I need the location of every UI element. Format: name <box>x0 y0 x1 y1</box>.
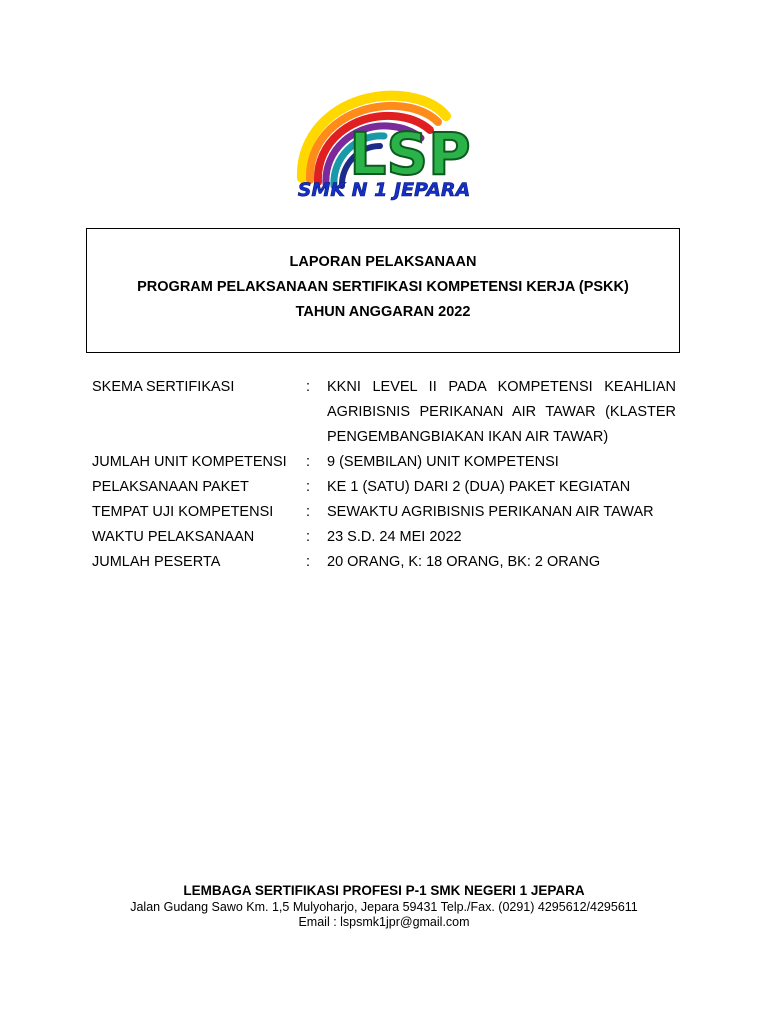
detail-value: SEWAKTU AGRIBISNIS PERIKANAN AIR TAWAR <box>327 504 654 520</box>
footer-address: Jalan Gudang Sawo Km. 1,5 Mulyoharjo, Jepara 59431 Telp./Fax. (0291) 4295612/4295611 <box>130 900 638 914</box>
report-title-line-3: TAHUN ANGGARAN 2022 <box>295 304 471 320</box>
detail-label: PELAKSANAAN PAKET <box>92 479 249 495</box>
detail-row-tempat-uji <box>92 500 676 525</box>
detail-value: KKNI LEVEL II PADA KOMPETENSI KEAHLIAN AGRIBISNIS PERIKANAN AIR TAWAR (KLASTER PENGEMBANGBIAKAN IKAN AIR TAWAR) <box>327 379 676 445</box>
footer-institution: LEMBAGA SERTIFIKASI PROFESI P-1 SMK NEGERI 1 JEPARA <box>183 883 585 898</box>
footer-email: Email : lspsmk1jpr@gmail.com <box>298 915 470 929</box>
detail-label: SKEMA SERTIFIKASI <box>92 379 235 395</box>
report-title-box <box>86 228 680 353</box>
detail-row-pelaksanaan-paket <box>92 475 676 500</box>
detail-colon: : <box>306 379 311 395</box>
detail-value: 9 (SEMBILAN) UNIT KOMPETENSI <box>327 454 559 470</box>
lsp-logo <box>288 86 484 204</box>
lsp-logo-graphic <box>288 86 484 204</box>
detail-colon: : <box>306 529 311 545</box>
detail-row-jumlah-unit <box>92 450 676 475</box>
certification-details <box>92 375 676 575</box>
report-title-line-1: LAPORAN PELAKSANAAN <box>289 254 477 270</box>
detail-row-waktu <box>92 525 676 550</box>
detail-colon: : <box>306 554 311 570</box>
detail-row-skema <box>92 375 676 450</box>
detail-colon: : <box>306 479 311 495</box>
detail-value: KE 1 (SATU) DARI 2 (DUA) PAKET KEGIATAN <box>327 479 631 495</box>
detail-label: JUMLAH PESERTA <box>92 554 221 570</box>
detail-colon: : <box>306 454 311 470</box>
logo-lsp-text: LSP <box>349 120 471 188</box>
detail-label: WAKTU PELAKSANAAN <box>92 529 255 545</box>
logo-subtitle-text: SMK N 1 JEPARA <box>297 179 471 201</box>
detail-label: TEMPAT UJI KOMPETENSI <box>92 504 274 520</box>
detail-value: 23 S.D. 24 MEI 2022 <box>327 529 462 545</box>
detail-label: JUMLAH UNIT KOMPETENSI <box>92 454 287 470</box>
report-title-line-2: PROGRAM PELAKSANAAN SERTIFIKASI KOMPETENSI KERJA (PSKK) <box>137 279 629 295</box>
detail-row-jumlah-peserta <box>92 550 676 575</box>
detail-value: 20 ORANG, K: 18 ORANG, BK: 2 ORANG <box>327 554 601 570</box>
detail-colon: : <box>306 504 311 520</box>
